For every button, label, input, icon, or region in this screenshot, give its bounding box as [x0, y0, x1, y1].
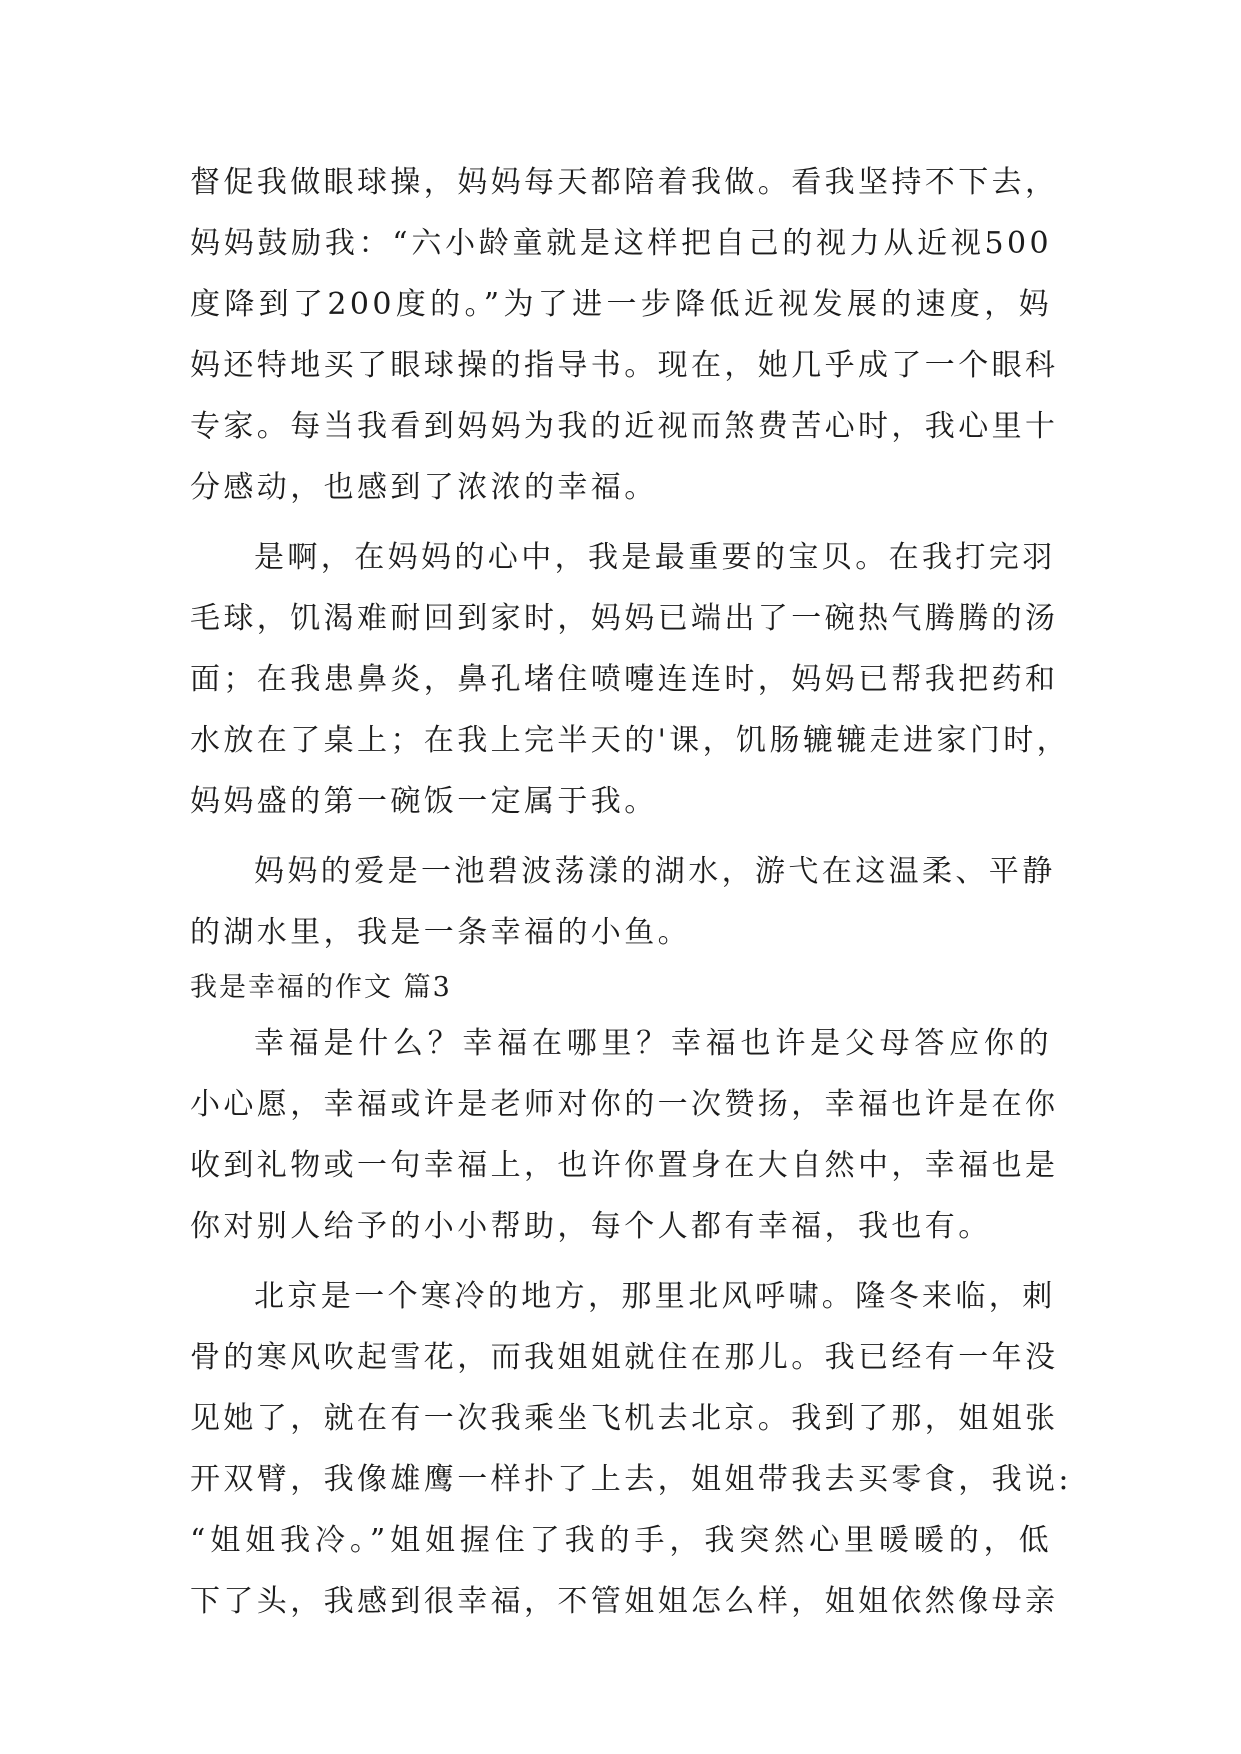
- text-line: 面；在我患鼻炎，鼻孔堵住喷嚏连连时，妈妈已帮我把药和: [190, 662, 1059, 697]
- text-line: 督促我做眼球操，妈妈每天都陪着我做。看我坚持不下去，: [190, 165, 1059, 200]
- text-line: 幸福是什么？幸福在哪里？幸福也许是父母答应你的: [254, 1026, 1052, 1061]
- text-line: 下了头，我感到很幸福，不管姐姐怎么样，姐姐依然像母亲: [190, 1584, 1059, 1619]
- section-heading: 我是幸福的作文 篇3: [190, 972, 452, 1003]
- paragraph: [190, 1013, 1059, 1257]
- text-line: 骨的寒风吹起雪花，而我姐姐就住在那儿。我已经有一年没: [190, 1340, 1059, 1375]
- text-line: 妈妈鼓励我：“六小龄童就是这样把自己的视力从近视500: [190, 226, 1052, 261]
- text-line: 毛球，饥渴难耐回到家时，妈妈已端出了一碗热气腾腾的汤: [190, 601, 1059, 636]
- paragraph: [190, 841, 1056, 963]
- text-line: 见她了，就在有一次我乘坐飞机去北京。我到了那，姐姐张: [190, 1401, 1059, 1436]
- text-line: 的湖水里，我是一条幸福的小鱼。: [190, 915, 691, 950]
- text-line: 妈妈的爱是一池碧波荡漾的湖水，游弋在这温柔、平静: [254, 854, 1056, 889]
- text-line: 水放在了桌上；在我上完半天的'课，饥肠辘辘走进家门时，: [190, 723, 1071, 758]
- text-line: 专家。每当我看到妈妈为我的近视而煞费苦心时，我心里十: [190, 409, 1059, 444]
- text-line: 是啊，在妈妈的心中，我是最重要的宝贝。在我打完羽: [254, 540, 1056, 575]
- text-line: 妈还特地买了眼球操的指导书。现在，她几乎成了一个眼科: [190, 348, 1059, 383]
- paragraph: [190, 152, 1059, 518]
- paragraph: [190, 527, 1071, 832]
- text-line: 你对别人给予的小小帮助，每个人都有幸福，我也有。: [190, 1209, 992, 1244]
- text-line: 分感动，也感到了浓浓的幸福。: [190, 470, 658, 505]
- text-line: 北京是一个寒冷的地方，那里北风呼啸。隆冬来临，刺: [254, 1279, 1056, 1314]
- document-body: [190, 152, 1072, 1632]
- text-line: 开双臂，我像雄鹰一样扑了上去，姐姐带我去买零食，我说:: [190, 1462, 1072, 1497]
- text-line: 度降到了200度的。”为了进一步降低近视发展的速度，妈: [190, 287, 1052, 322]
- text-line: 小心愿，幸福或许是老师对你的一次赞扬，幸福也许是在你: [190, 1087, 1059, 1122]
- text-line: “姐姐我冷。”姐姐握住了我的手，我突然心里暖暖的，低: [190, 1523, 1052, 1558]
- paragraph: [190, 1266, 1072, 1632]
- text-line: 收到礼物或一句幸福上，也许你置身在大自然中，幸福也是: [190, 1148, 1059, 1183]
- text-line: 妈妈盛的第一碗饭一定属于我。: [190, 784, 658, 819]
